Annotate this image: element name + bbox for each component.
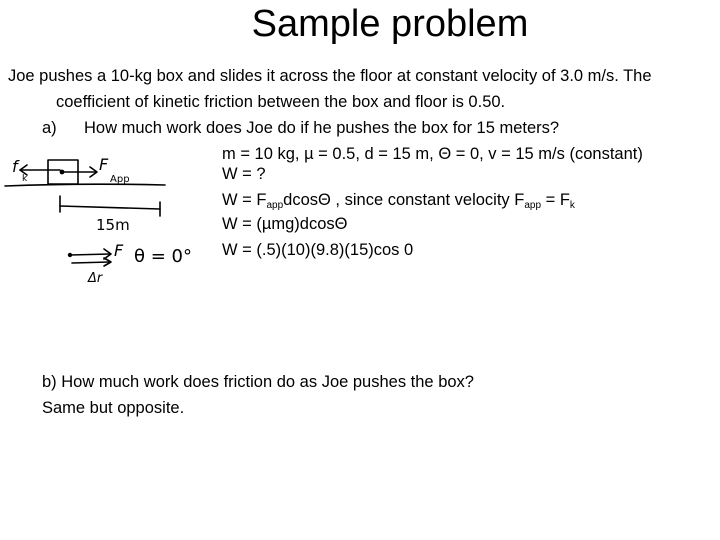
distance-line [60, 206, 160, 209]
eq1-sub3: k [569, 200, 575, 211]
eq1-sub: app [266, 200, 284, 211]
fapp-label: F [99, 155, 109, 174]
force-diagram [0, 150, 200, 290]
displacement-vector [72, 262, 110, 263]
part-b-answer: Same but opposite. [42, 399, 185, 417]
distance-label: 15m [96, 216, 130, 234]
part-b-line [42, 372, 474, 392]
displacement-label: Δr [88, 271, 103, 286]
part-a-question: How much work does Joe do if he pushes the box for 15 meters? [84, 119, 560, 137]
slide-title: Sample problem [251, 3, 529, 45]
force-label: F [114, 241, 124, 260]
intro-line-2: coefficient of kinetic friction between the box and floor is 0.50. [56, 93, 506, 111]
eq1-prefix: W = F [222, 191, 267, 209]
floor-line [5, 184, 165, 186]
fk-label: f [12, 157, 18, 176]
eq1-eq: = F [541, 191, 570, 209]
part-b-question: How much work does friction do as Joe pushes the box? [56, 373, 474, 391]
equation-1 [222, 190, 575, 216]
part-b-label: b) [42, 373, 57, 391]
force-vector [70, 254, 110, 255]
intro-line-1: Joe pushes a 10-kg box and slides it across the floor at constant velocity of 3.0 m/s. The [8, 67, 652, 85]
given-values: m = 10 kg, µ = 0.5, d = 15 m, Θ = 0, v = 15 m/s (constant) [222, 145, 643, 163]
eq1-sub2: app [524, 200, 542, 211]
fapp-sub-label: App [110, 174, 130, 185]
part-a-label: a) [42, 119, 57, 137]
fk-sub-label: k [22, 174, 28, 184]
eq1-middle: dcosΘ , since constant velocity F [283, 191, 525, 209]
equation-3: W = (.5)(10)(9.8)(15)cos 0 [222, 241, 414, 259]
unknown-line: W = ? [222, 165, 266, 183]
equation-2: W = (µmg)dcosΘ [222, 215, 348, 233]
angle-label: θ = 0° [134, 246, 192, 267]
